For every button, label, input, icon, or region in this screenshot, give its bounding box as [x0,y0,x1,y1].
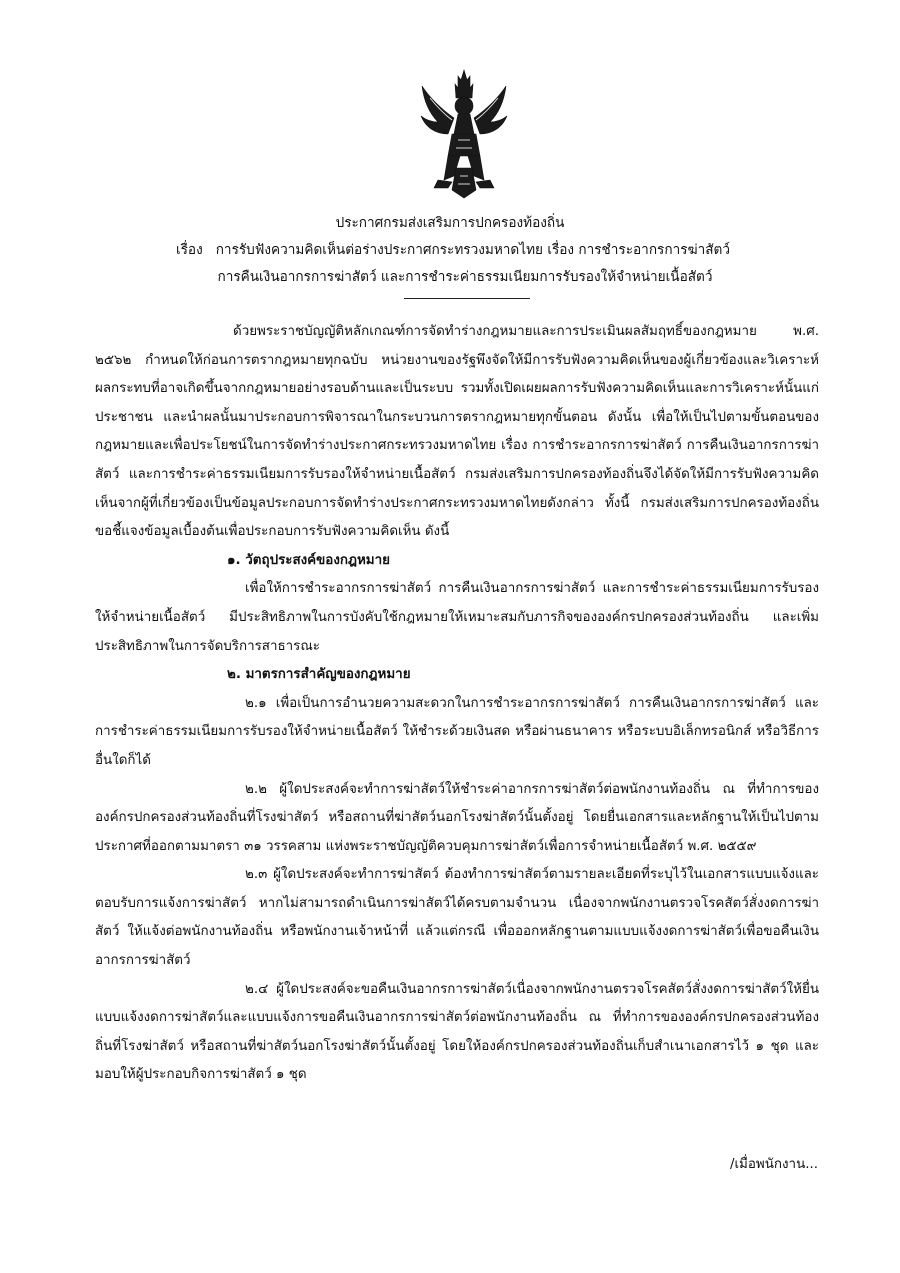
section-2-item-4: ๒.๔ ผู้ใดประสงค์จะขอคืนเงินอากรการฆ่าสัตว์เนื่องจากพนักงานตรวจโรคสัตว์สั่งงดการฆ่าสัตว์ให้ยื่นแบบแจ้งงดการฆ่าสัตว์และแบบแจ้งการขอคืนเงินอากรการฆ่าสัตว์ต่อพนักงานท้องถิ่น ณ ที่ทำการขององค์กรปกครองส่วนท้องถิ่นที่โรงฆ่าสัตว์ หรือสถานที่ฆ่าสัตว์นอกโรงฆ่าสัตว์นั้นตั้งอยู่ โดยให้องค์กรปกครองส่วนท้องถิ่นเก็บสำเนาเอกสารไว้ ๑ ชุด และมอบให้ผู้ประกอบกิจการฆ่าสัตว์ ๑ ชุด [95,981,819,1083]
subject-line-1 [0,237,900,264]
announcement-header [0,210,900,299]
section-1-text: เพื่อให้การชำระอากรการฆ่าสัตว์ การคืนเงินอากรการฆ่าสัตว์ และการชำระค่าธรรมเนียมการรับรองให้จำหน่ายเนื้อสัตว์ มีประสิทธิภาพในการบังคับใช้กฎหมายให้เหมาะสมกับภารกิจขององค์กรปกครองส่วนท้องถิ่น และเพิ่มประสิทธิภาพในการจัดบริการสาธารณะ [95,581,819,654]
garuda-emblem-icon [418,68,510,200]
section-2-item-3: ๒.๓ ผู้ใดประสงค์จะทำการฆ่าสัตว์ ต้องทำการฆ่าสัตว์ตามรายละเอียดที่ระบุไว้ในเอกสารแบบแจ้งและตอบรับการแจ้งการฆ่าสัตว์ หากไม่สามารถดำเนินการฆ่าสัตว์ได้ครบตามจำนวน เนื่องจากพนักงานตรวจโรคสัตว์สั่งงดการฆ่าสัตว์ ให้แจ้งต่อพนักงานท้องถิ่น หรือพนักงานเจ้าหน้าที่ แล้วแต่กรณี เพื่อออกหลักฐานตามแบบแจ้งงดการฆ่าสัตว์เพื่อขอคืนเงินอากรการฆ่าสัตว์ [95,867,819,969]
subject-label: เรื่อง [175,242,203,258]
header-divider [404,298,530,299]
section-2-item-1: ๒.๑ เพื่อเป็นการอำนวยความสะดวกในการชำระอากรการฆ่าสัตว์ การคืนเงินอากรการฆ่าสัตว์ และการชำระค่าธรรมเนียมการรับรองให้จำหน่ายเนื้อสัตว์ ให้ชำระด้วยเงินสด หรือผ่านธนาคาร หรือระบบอิเล็กทรอนิกส์ หรือวิธีการอื่นใดก็ได้ [95,695,819,768]
intro-paragraph: ด้วยพระราชบัญญัติหลักเกณฑ์การจัดทำร่างกฎหมายและการประเมินผลสัมฤทธิ์ของกฎหมาย พ.ศ. ๒๕๖๒ กำหนดให้ก่อนการตรากฎหมายทุกฉบับ หน่วยงานของรัฐพึงจัดให้มีการรับฟังความคิดเห็นของผู้เกี่ยวข้องและวิเคราะห์ผลกระทบที่อาจเกิดขึ้นจากกฎหมายอย่างรอบด้านและเป็นระบบ รวมทั้งเปิดเผยผลการรับฟังความคิดเห็นและการวิเคราะห์นั้นแก่ประชาชน และนำผลนั้นมาประกอบการพิจารณาในกระบวนการตรากฎหมายทุกขั้นตอน ดังนั้น เพื่อให้เป็นไปตามขั้นตอนของกฎหมายและเพื่อประโยชน์ในการจัดทำร่างประกาศกระทรวงมหาดไทย เรื่อง การชำระอากรการฆ่าสัตว์ การคืนเงินอากรการฆ่าสัตว์ และการชำระค่าธรรมเนียมการรับรองให้จำหน่ายเนื้อสัตว์ กรมส่งเสริมการปกครองท้องถิ่นจึงได้จัดให้มีการรับฟังความคิดเห็นจากผู้ที่เกี่ยวข้องเป็นข้อมูลประกอบการจัดทำร่างประกาศกระทรวงมหาดไทยดังกล่าว ทั้งนี้ กรมส่งเสริมการปกครองท้องถิ่นขอชี้แจงข้อมูลเบื้องต้นเพื่อประกอบการรับฟังความคิดเห็น ดังนี้ [95,324,819,540]
subject-line-2: การคืนเงินอากรการฆ่าสัตว์ และการชำระค่าธรรมเนียมการรับรองให้จำหน่ายเนื้อสัตว์ [217,269,713,285]
section-2-heading: ๒. มาตรการสำคัญของกฎหมาย [227,667,411,683]
agency-title: ประกาศกรมส่งเสริมการปกครองท้องถิ่น [335,215,565,231]
section-1-heading: ๑. วัตถุประสงค์ของกฎหมาย [227,552,390,568]
continuation-marker: /เมื่อพนักงาน... [729,1157,818,1172]
subject-text-1: การรับฟังความคิดเห็นต่อร่างประกาศกระทรวงมหาดไทย เรื่อง การชำระอากรการฆ่าสัตว์ [215,242,730,258]
section-2-item-2: ๒.๒ ผู้ใดประสงค์จะทำการฆ่าสัตว์ให้ชำระค่าอากรการฆ่าสัตว์ต่อพนักงานท้องถิ่น ณ ที่ทำการขององค์กรปกครองส่วนท้องถิ่นที่โรงฆ่าสัตว์ หรือสถานที่ฆ่าสัตว์นอกโรงฆ่าสัตว์นั้นตั้งอยู่ โดยยื่นเอกสารและหลักฐานให้เป็นไปตามประกาศที่ออกตามมาตรา ๓๑ วรรคสาม แห่งพระราชบัญญัติควบคุมการฆ่าสัตว์เพื่อการจำหน่ายเนื้อสัตว์ พ.ศ. ๒๕๕๙ [95,781,819,854]
document-body [95,318,819,1090]
